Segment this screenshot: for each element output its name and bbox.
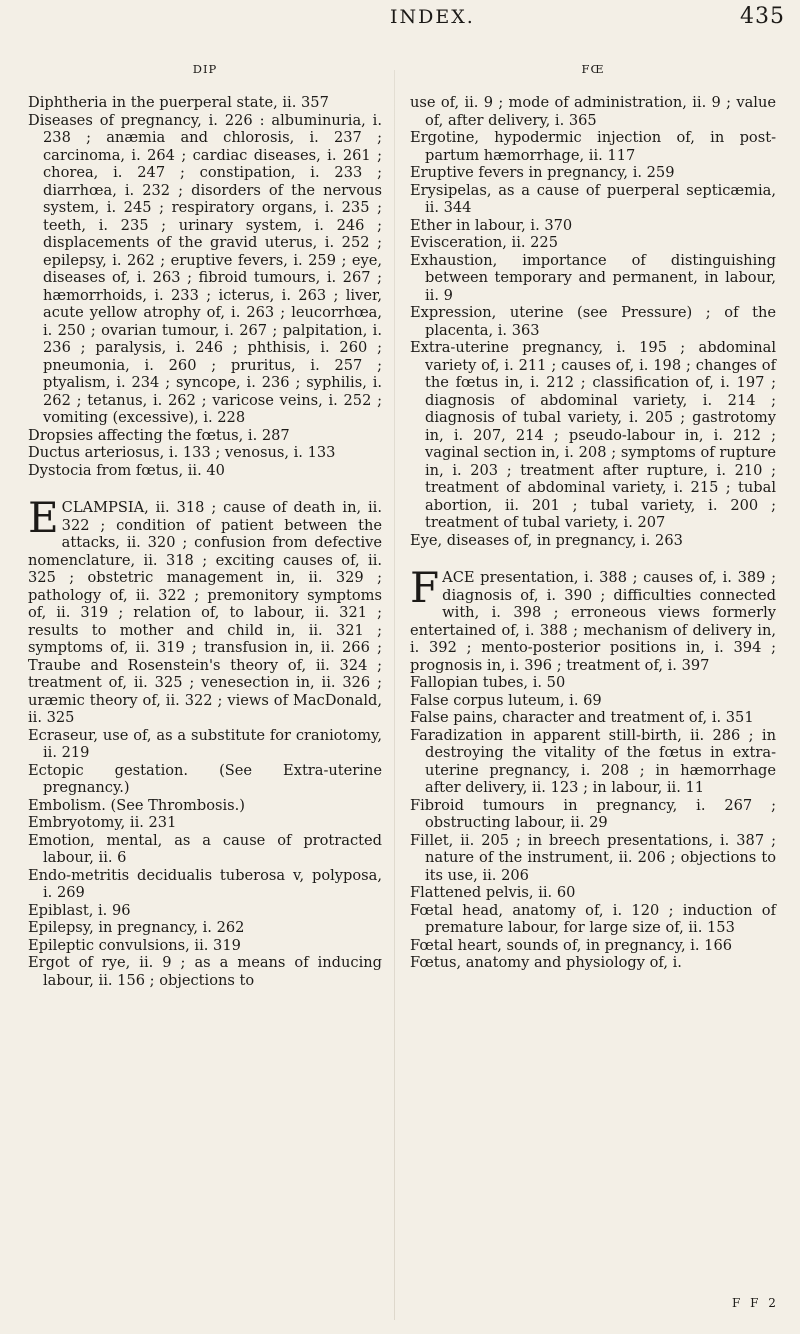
index-entry xyxy=(410,234,776,252)
index-entry xyxy=(28,867,382,902)
index-entry xyxy=(410,182,776,217)
entry-text: Endo-metritis decidualis tuberosa v, polyposa, i. 269 xyxy=(28,866,382,901)
index-entry xyxy=(410,884,776,902)
index-entry xyxy=(410,217,776,235)
index-entry xyxy=(410,252,776,305)
entry-text: Faradization in apparent still-birth, ii. 286 ; in destroying the vitality of the fœtus in extra-uterine pregnancy, i. 208 ; in hæmorrhage after delivery, ii. 123 ; in labour, ii. 11 xyxy=(410,726,776,796)
entry-text: Diphtheria in the puerperal state, ii. 357 xyxy=(28,94,329,111)
index-entry xyxy=(410,532,776,550)
entry-text: Epilepsy, in pregnancy, i. 262 xyxy=(28,919,245,936)
left-guide-word: DIP xyxy=(192,62,218,76)
entry-text: Ductus arteriosus, i. 133 ; venosus, i. 133 xyxy=(28,444,336,461)
index-entry xyxy=(410,94,776,129)
entry-text: Erysipelas, as a cause of puerperal septicæmia, ii. 344 xyxy=(410,181,776,216)
index-entry xyxy=(28,937,382,955)
page-title: INDEX. xyxy=(390,6,475,28)
entry-text: Fœtal head, anatomy of, i. 120 ; induction of premature labour, for large size of, ii. 153 xyxy=(410,901,776,936)
index-entry xyxy=(28,797,382,815)
index-entry xyxy=(410,129,776,164)
entry-text: Emotion, mental, as a cause of protracted labour, ii. 6 xyxy=(28,831,382,866)
entry-text: Fœtus, anatomy and physiology of, i. xyxy=(410,954,682,971)
entry-text: CLAMPSIA, ii. 318 ; cause of death in, ii. 322 ; condition of patient between the attacks, ii. 320 ; confusion from defective nomenclature, ii. 318 ; exciting causes of, ii. 325 ; obstetric management in, ii. 329 ; pathology of, ii. 322 ; premonitory symptoms of, ii. 319 ; relation of, to labour, ii. 321 ; results to mother and child in, ii. 321 ; symptoms of, ii. 319 ; transfusion in, ii. 266 ; Traube and Rosenstein's theory of, ii. 324 ; treatment of, ii. 325 ; venesection in, ii. 326 ; uræmic theory of, ii. 322 ; views of MacDonald, ii. 325 xyxy=(28,499,382,726)
entry-text: Dropsies affecting the fœtus, i. 287 xyxy=(28,426,290,444)
index-entry xyxy=(28,919,382,937)
index-entry xyxy=(410,954,776,972)
entry-text: False pains, character and treatment of, i. 351 xyxy=(410,709,754,726)
index-entry xyxy=(410,727,776,797)
entry-text: Ecraseur, use of, as a substitute for craniotomy, ii. 219 xyxy=(28,726,382,761)
drop-cap-letter: E xyxy=(28,493,59,542)
index-entry xyxy=(410,164,776,182)
entry-text: Embryotomy, ii. 231 xyxy=(28,814,177,831)
index-entry xyxy=(28,814,382,832)
index-entry xyxy=(28,94,382,112)
index-entry xyxy=(28,954,382,989)
index-entry xyxy=(28,762,382,797)
index-entry xyxy=(28,902,382,920)
page-header xyxy=(0,4,800,44)
index-entry xyxy=(28,493,382,727)
entry-text: Exhaustion, importance of distinguishing between temporary and permanent, in labour, ii. 9 xyxy=(410,251,776,304)
entry-text: Dystocia from fœtus, ii. 40 xyxy=(28,461,225,479)
entry-text: False corpus luteum, i. 69 xyxy=(410,691,602,709)
entry-text: Epiblast, i. 96 xyxy=(28,901,131,919)
entry-text: Fœtal heart, sounds of, in pregnancy, i. 166 xyxy=(410,936,733,954)
signature-mark: F F 2 xyxy=(732,1296,779,1310)
index-entry xyxy=(410,902,776,937)
index-entry xyxy=(28,444,382,462)
right-entry-list xyxy=(410,94,776,972)
left-entry-list xyxy=(28,94,382,989)
entry-text: Eye, diseases of, in pregnancy, i. 263 xyxy=(410,531,683,549)
index-entry xyxy=(410,937,776,955)
index-entry xyxy=(410,674,776,692)
entry-text: Ether in labour, i. 370 xyxy=(410,216,573,234)
entry-text: Diseases of pregnancy, i. 226 : albuminuria, i. 238 ; anæmia and chlorosis, i. 237 ; carcinoma, i. 264 ; cardiac diseases, i. 261 ; chorea, i. 247 ; constipation, i. 233 ; diarrhœa, i. 232 ; disorders of the nervous system, i. 245 ; respiratory organs, i. 235 ; teeth, i. 235 ; urinary system, i. 246 ; displacements of the gravid uterus, i. 252 ; epilepsy, i. 262 ; eruptive fevers, i. 259 ; eye, diseases of, i. 263 ; fibroid tumours, i. 267 ; hæmorrhoids, i. 233 ; icterus, i. 263 ; liver, acute yellow atrophy of, i. 263 ; leucorrhœa, i. 250 ; ovarian tumour, i. 267 ; palpitation, i. 236 ; paralysis, i. 246 ; phthisis, i. 260 ; pneumonia, i. 260 ; pruritus, i. 257 ; ptyalism, i. 234 ; syncope, i. 236 ; syphilis, i. 262 ; tetanus, i. 262 ; varicose veins, i. 252 ; vomiting (excessive), i. 228 xyxy=(28,111,382,426)
entry-text: Ergot of rye, ii. 9 ; as a means of inducing labour, ii. 156 ; objections to xyxy=(28,954,382,989)
column-divider xyxy=(394,70,395,1320)
entry-text: Ergotine, hypodermic injection of, in post-partum hæmorrhage, ii. 117 xyxy=(410,129,776,164)
right-guide-word: FŒ xyxy=(581,62,605,76)
index-entry xyxy=(410,692,776,710)
index-entry xyxy=(28,727,382,762)
index-entry xyxy=(410,339,776,532)
index-entry xyxy=(28,462,382,480)
entry-text: Flattened pelvis, ii. 60 xyxy=(410,884,576,901)
entry-text: Fillet, ii. 205 ; in breech presentations, i. 387 ; nature of the instrument, ii. 206 ; objections to its use, ii. 206 xyxy=(410,831,776,884)
entry-text: Embolism. (See Thrombosis.) xyxy=(28,796,246,814)
index-entry xyxy=(410,304,776,339)
right-column xyxy=(410,62,776,972)
index-entry xyxy=(410,709,776,727)
entry-text: Eruptive fevers in pregnancy, i. 259 xyxy=(410,164,675,181)
index-entry xyxy=(410,797,776,832)
entry-text: Extra-uterine pregnancy, i. 195 ; abdominal variety of, i. 211 ; causes of, i. 198 ; changes of the fœtus in, i. 212 ; classification of, i. 197 ; diagnosis of abdominal variety, i. 214 ; diagnosis of tubal variety, i. 205 ; gastrotomy in, i. 207, 214 ; pseudo-labour in, i. 212 ; vaginal section in, i. 208 ; symptoms of rupture in, i. 203 ; treatment after rupture, i. 210 ; treatment of abdominal variety, i. 215 ; tubal abortion, ii. 201 ; tubal variety, i. 200 ; treatment of tubal variety, i. 207 xyxy=(410,339,776,531)
page-number: 435 xyxy=(740,4,785,29)
drop-cap-letter: F xyxy=(410,563,440,612)
index-entry xyxy=(410,832,776,885)
index-entry xyxy=(28,832,382,867)
index-entry xyxy=(410,563,776,674)
entry-text: Expression, uterine (see Pressure) ; of the placenta, i. 363 xyxy=(410,304,776,339)
index-entry xyxy=(28,112,382,427)
entry-text: Evisceration, ii. 225 xyxy=(410,234,559,251)
entry-text: Fibroid tumours in pregnancy, i. 267 ; obstructing labour, ii. 29 xyxy=(410,796,776,831)
entry-text: use of, ii. 9 ; mode of administration, ii. 9 ; value of, after delivery, i. 365 xyxy=(410,94,776,129)
entry-text: Fallopian tubes, i. 50 xyxy=(410,674,566,691)
index-entry xyxy=(28,427,382,445)
entry-text: Epileptic convulsions, ii. 319 xyxy=(28,936,241,954)
entry-text: Ectopic gestation. (See Extra-uterine pregnancy.) xyxy=(28,761,382,796)
entry-text: ACE presentation, i. 388 ; causes of, i. 389 ; diagnosis of, i. 390 ; difficulties connected with, i. 398 ; erroneous views formerly entertained of, i. 388 ; mechanism of delivery in, i. 392 ; mento-posterior positions in, i. 394 ; prognosis in, i. 396 ; treatment of, i. 397 xyxy=(410,569,776,674)
left-column xyxy=(28,62,382,989)
